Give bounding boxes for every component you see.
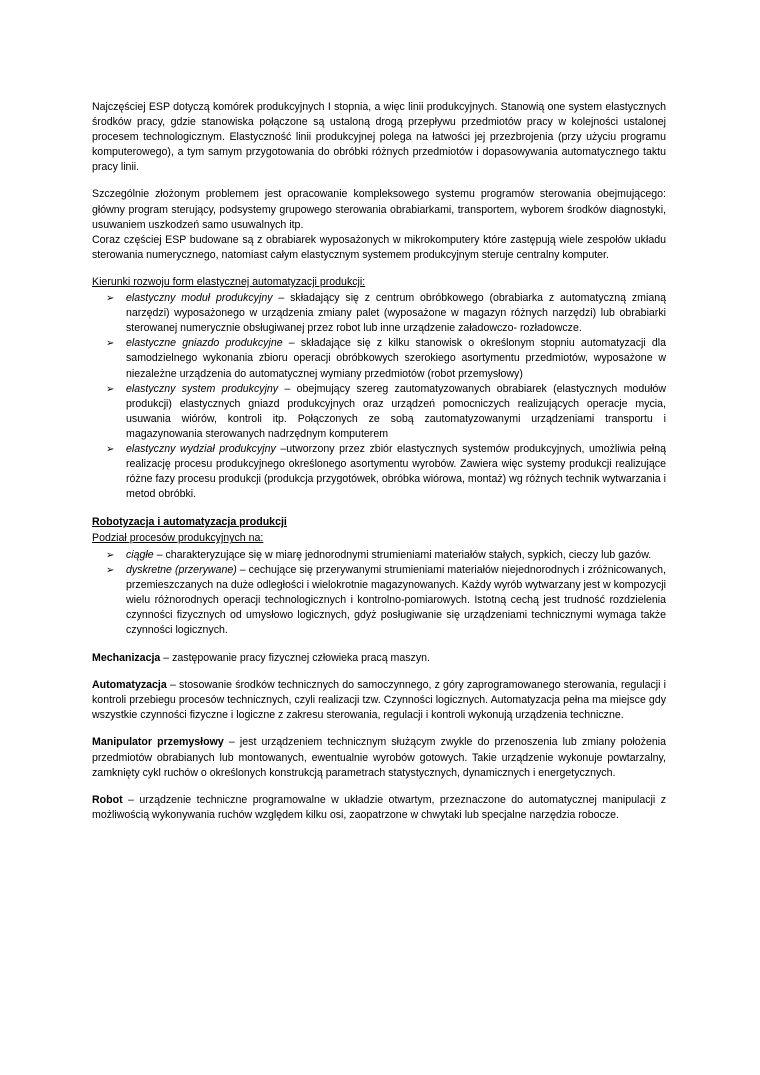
list-item (92, 548, 666, 563)
list-item-term: dyskretne (przerywane) (126, 563, 237, 576)
section-heading-robotization: Robotyzacja i automatyzacja produkcji (92, 516, 287, 529)
list-item-text: – charakteryzujące się w miarę jednorodnymi strumieniami materiałów stałych, sypkich, cieczy lub gazów. (153, 548, 652, 561)
list-item-text: –utworzony przez zbiór elastycznych systemów produkcyjnych, umożliwia pełną realizację procesu produkcyjnego określonego asortymentu wyrobów. Zawiera więc systemy produkcji realizujące różne fazy procesu produkcji (produkcja przygotówek, obróbka wiórowa, montaż) wg różnych technik wytwarzania i metod obróbki. (126, 442, 667, 501)
definition-term: Automatyzacja (92, 679, 167, 692)
list-flexible-automation-forms (92, 291, 666, 502)
list-item (92, 336, 666, 381)
list-process-types (92, 548, 666, 639)
list-item (92, 563, 666, 638)
definition-automatyzacja (92, 678, 666, 723)
definition-robot (92, 793, 666, 823)
section-heading-directions: Kierunki rozwoju form elastycznej automatyzacji produkcji: (92, 275, 366, 288)
paragraph-microcomputers: Coraz częściej ESP budowane są z obrabiarek wyposażonych w mikrokomputery które zastępują wiele zespołów układu sterowania numerycznego, natomiast całym elastycznym systemem produkcyjnym steruje centralny komputer. (92, 233, 666, 261)
definition-text: – urządzenie techniczne programowalne w układzie otwartym, przeznaczone do automatycznej manipulacji z możliwością wykonywania ruchów względem kilku osi, zaopatrzone w chwytaki lub specjalne narzędzia robocze. (92, 793, 666, 821)
spacer (92, 502, 666, 515)
definitions-list (92, 651, 666, 823)
definition-text: – stosowanie środków technicznych do samoczynnego, z góry zaprogramowanego sterowania, regulacji i kontroli przebiegu procesów technicznych, czyli realizacji tzw. Czynności logicznych. Automatyzacja pełna ma miejsce gdy wszystkie czynności fizyczne i logiczne z zakresu sterowania, regulacji i kontroli wykonują urządzenia techniczne. (92, 679, 666, 722)
definition-text: – jest urządzeniem technicznym służącym zwykle do przenoszenia lub zmiany położenia przedmiotów obrabianych lub montowanych, ewentualnie wyrobów gotowych. Takie urządzenie wykonuje powtarzalny, zamknięty cykl ruchów o określonych konstrukcją parametrach statystycznych, dynamicznych i energetycznych. (92, 736, 666, 779)
paragraph-systems: Szczególnie złożonym problemem jest opracowanie kompleksowego systemu programów sterowania obejmującego: główny program sterujący, podsystemy grupowego sterowania obrabiarkami, transportem, wyborem środków diagnostyki, usuwaniem uszkodzeń samo usuwalnych itp. (92, 188, 666, 231)
bullet-arrow-icon: ➢ (106, 293, 115, 305)
bullet-arrow-icon: ➢ (106, 564, 115, 576)
list-item-term: elastyczny system produkcyjny (126, 382, 279, 395)
list-item-text: – składające się z kilku stanowisk o określonym stopniu automatyzacji dla samodzielnego wykonania zbioru operacji obróbkowych szerokiego asortymentu przedmiotów, wyposażone w niezależne urządzenia do automatycznej wymiany przedmiotów (robot przemysłowy) (126, 337, 666, 380)
list-item-term: ciągłe (126, 548, 154, 561)
list-item-term: elastyczny moduł produkcyjny (126, 292, 273, 305)
list-item-term: elastyczne gniazdo produkcyjne (126, 337, 283, 350)
definition-term: Manipulator przemysłowy (92, 736, 224, 749)
subheading-process-division: Podział procesów produkcyjnych na: (92, 532, 264, 545)
list-item (92, 382, 666, 442)
list-item (92, 442, 666, 502)
bullet-arrow-icon: ➢ (106, 338, 115, 350)
definition-text: – zastępowanie pracy fizycznej człowieka pracą maszyn. (160, 652, 430, 665)
bullet-arrow-icon: ➢ (106, 383, 115, 395)
list-item-text: – składający się z centrum obróbkowego (obrabiarka z automatyczną zmianą narzędzi) wyposażonego w urządzenia zmiany palet (wyposażone w magazyn różnych narzędzi) lub obrabiarki sterowanej numerycznie obsługiwanej przez robot lub inne urządzenie załadowczo- rozładowcze. (126, 292, 666, 335)
spacer (92, 638, 666, 651)
list-item-term: elastyczny wydział produkcyjny (126, 442, 276, 455)
bullet-arrow-icon: ➢ (106, 549, 115, 561)
list-item-text: – cechujące się przerywanymi strumieniami materiałów niejednorodnych i zróżnicowanych, przemieszczanych na duże odległości i wielokrotnie magazynowanych. Każdy wyrób wytwarzany jest w kompozycji wielu różnorodnych operacji technologicznych i kontrolno-pomiarowych. Istotną cechą jest trudność rozdzielenia czynności fizycznych od umysłowo logicznych, gdyż posługiwanie się urządzeniami technicznymi wymaga także czynności logicznych. (126, 563, 666, 636)
list-item (92, 291, 666, 336)
list-item-text: – obejmujący szereg zautomatyzowanych obrabiarek (elastycznych modułów produkcji) elastycznych gniazd produkcyjnych oraz urządzeń pomocniczych realizujących operacje mycia, usuwania wiórów, kontroli itp. Połączonych ze sobą zautomatyzowanymi urządzeniami transportu i magazynowania sterowanych nadrzędnym komputerem (126, 382, 666, 440)
definition-manipulator (92, 735, 666, 780)
definition-term: Mechanizacja (92, 652, 161, 665)
bullet-arrow-icon: ➢ (106, 443, 115, 455)
paragraph-intro: Najczęściej ESP dotyczą komórek produkcyjnych I stopnia, a więc linii produkcyjnych. Stanowią one system elastycznych środków pracy, gdzie stanowiska połączone są ustaloną drogą przepływu przedmiotów pracy w kolejności ustalonej procesem technologicznym. Elastyczność linii produkcyjnej polega na łatwości jej przezbrojenia (przy użyciu programu komputerowego), a tym samym przygotowania do obróbki różnych przedmiotów i dopasowywania automatycznego taktu pracy linii. (92, 101, 666, 174)
definition-mechanizacja (92, 651, 666, 666)
definition-term: Robot (92, 793, 123, 806)
